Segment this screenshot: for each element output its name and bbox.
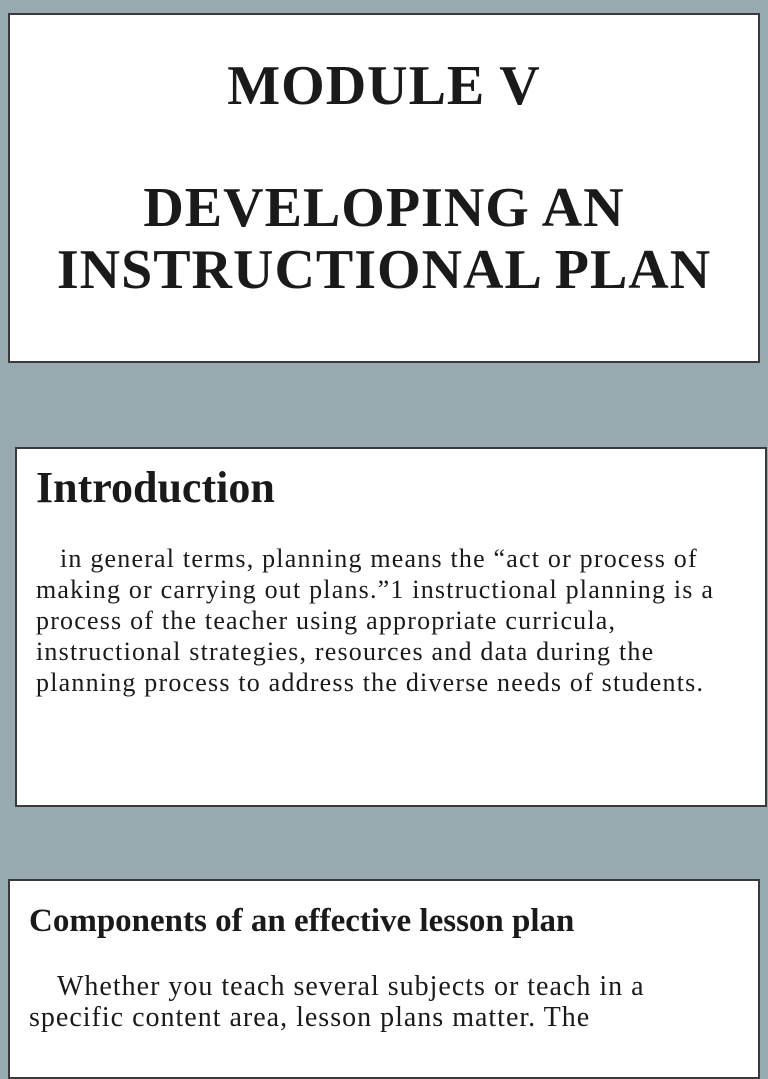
introduction-body: in general terms, planning means the “act or process of making or carrying out plans.”1 instructional planning is a process of the teacher using appropriate curricula, instructional strategies, resources and data during the planning process to address the diverse needs of students.	[36, 544, 715, 697]
slide-title	[10, 177, 758, 301]
components-heading: Components of an effective lesson plan	[29, 903, 575, 939]
slide-title-line-2: INSTRUCTIONAL PLAN	[56, 239, 712, 301]
components-body: Whether you teach several subjects or teach in a specific content area, lesson plans matter. The	[29, 971, 645, 1033]
components-slide	[8, 879, 760, 1079]
introduction-slide	[15, 447, 767, 807]
title-slide	[8, 13, 760, 363]
slide-title-line-1: DEVELOPING AN	[143, 177, 625, 239]
module-label: MODULE V	[227, 55, 541, 117]
introduction-heading: Introduction	[36, 463, 275, 512]
